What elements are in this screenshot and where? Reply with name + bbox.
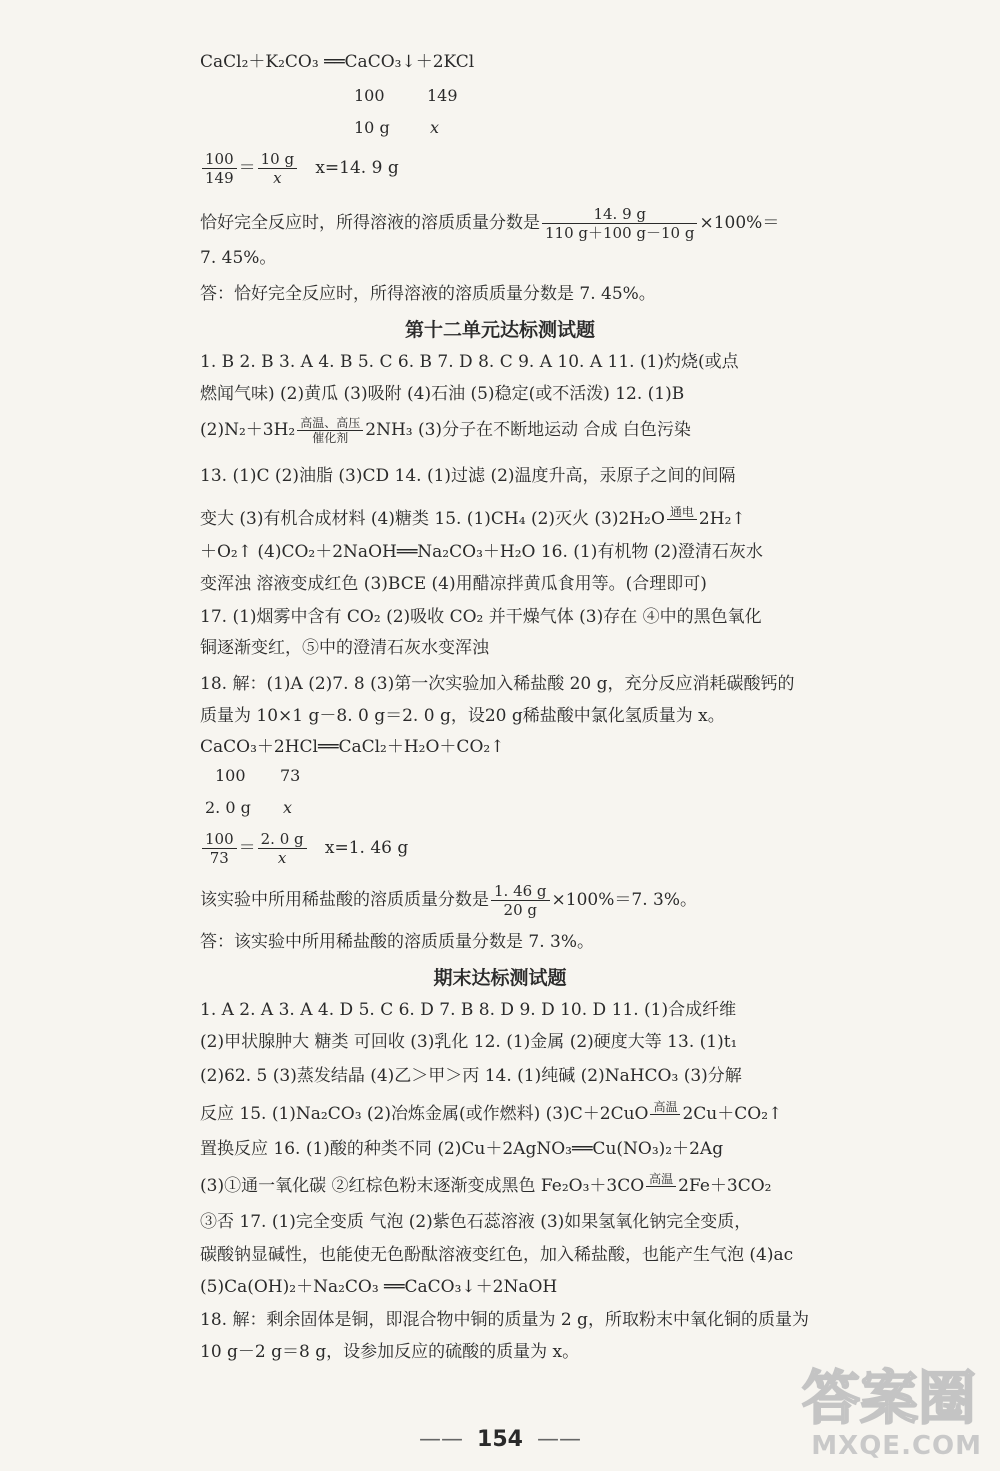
answer-line-1: 答：恰好完全反应时，所得溶液的溶质质量分数是 7. 45%。 [200,284,656,304]
u12-equation: CaCO₃＋2HCl══CaCl₂＋H₂O＋CO₂↑ [200,737,505,757]
watermark-logo [782,1351,982,1461]
final-line-7: ③否 17. (1)完全变质 气泡 (2)紫色石蕊溶液 (3)如果氢氧化钠完全变质， [200,1212,752,1232]
u12-line-10: 18. 解：(1)A (2)7. 8 (3)第一次实验加入稀盐酸 20 g，充分反应消耗碳酸钙的 [200,674,795,694]
fraction-100-149: $\frac{100}{149}$ [202,150,237,187]
reaction-condition-high-temp-2: 高温 [646,1172,676,1201]
u12-line-6: ＋O₂↑ (4)CO₂＋2NaOH══Na₂CO₃＋H₂O 16. (1)有机物 (2)澄清石灰水 [200,542,763,562]
u12-line-7: 变浑浊 溶液变成红色 (3)BCE (4)用醋凉拌黄瓜食用等。(合理即可) [200,574,707,594]
result-x: x=14. 9 g [315,158,399,178]
unknown-x: x [430,118,440,137]
u12-line-11: 质量为 10×1 g－8. 0 g＝2. 0 g，设20 g稀盐酸中氯化氢质量为 x。 [200,706,725,726]
fraction-mass: $\frac{14. 9 g}{110 g+100 g-10 g}$ [542,205,697,242]
actual-mass-caco3: 10 g [354,118,390,137]
final-line-10: 18. 解：剩余固体是铜，即混合物中铜的质量为 2 g，所取粉末中氧化铜的质量为 [200,1310,809,1330]
proportion-line-2: $\frac{100}{73}$ ＝ $\frac{2. 0 g}{x}$ x=1. 46 g [200,830,960,867]
equation-cacl2-k2co3: CaCl₂＋K₂CO₃ ══CaCO₃↓＋2KCl [200,52,475,72]
fraction-10g-x: $\frac{10 g}{x}$ [258,150,297,187]
u12-line-5: 变大 (3)有机合成材料 (4)糖类 15. (1)CH₄ (2)灭火 (3)2H₂O 通电 2H₂↑ [200,505,960,534]
final-line-2: (2)甲状腺肿大 糖类 可回收 (3)乳化 12. (1)金属 (2)硬度大等 13. (1)t₁ [200,1032,738,1052]
unknown-x-2: x [283,798,293,817]
watermark-glyphs: 答案圈 [801,1364,976,1432]
fraction-2g-x: $\frac{2. 0 g}{x}$ [258,830,307,867]
proportion-line-1: $\frac{100}{149}$ ＝ $\frac{10 g}{x}$ x=14. 9 g [200,150,960,187]
result-x-2: x=1. 46 g [324,838,409,858]
reaction-condition-high-temp-1: 高温 [650,1100,680,1129]
mass-fraction-line: 恰好完全反应时，所得溶液的溶质质量分数是 $\frac{14. 9 g}{110 g+100 g-10 g}$ ×100%＝ [200,205,780,242]
final-line-8: 碳酸钠显碱性，也能使无色酚酞溶液变红色，加入稀盐酸，也能产生气泡 (4)ac [200,1245,794,1265]
u12-line-4: 13. (1)C (2)油脂 (3)CD 14. (1)过滤 (2)温度升高，汞原子之间的间隔 [200,466,736,486]
final-line-11: 10 g－2 g＝8 g，设参加反应的硫酸的质量为 x。 [200,1342,580,1362]
final-line-5: 置换反应 16. (1)酸的种类不同 (2)Cu＋2AgNO₃══Cu(NO₃)₂＋2Ag [200,1139,724,1159]
final-line-6: (3)①通一氧化碳 ②红棕色粉末逐渐变成黑色 Fe₂O₃＋3CO 高温 2Fe＋3CO₂ [200,1172,960,1201]
section-heading-final: 期末达标测试题 [433,967,567,989]
reaction-condition: 高温、高压 催化剂 [297,416,363,445]
section-heading-unit-12: 第十二单元达标测试题 [404,319,595,341]
mass-ratio-hcl: 73 [280,766,301,785]
u12-line-8: 17. (1)烟雾中含有 CO₂ (2)吸收 CO₂ 并干燥气体 (3)存在 ④中的黑色氧化 [200,607,762,627]
u12-line-1: 1. B 2. B 3. A 4. B 5. C 6. B 7. D 8. C 9. A 10. A 11. (1)灼烧(或点 [200,352,739,372]
actual-mass-caco3-2: 2. 0 g [205,798,251,817]
fraction-100-73: $\frac{100}{73}$ [202,830,237,867]
u12-line-3: (2)N₂＋3H₂ 高温、高压 催化剂 2NH₃ (3)分子在不断地运动 合成 白色污染 [200,416,691,445]
mass-ratio-kcl: 149 [427,86,458,105]
watermark-text: MXQE.COM [811,1431,982,1461]
page-number: —— 154 —— [419,1427,581,1452]
answer-line-2: 答：该实验中所用稀盐酸的溶质质量分数是 7. 3%。 [200,932,594,952]
fraction-hcl: $\frac{1. 46 g}{20 g}$ [491,882,550,919]
mass-ratio-caco3-2: 100 [215,766,246,785]
reaction-condition-electrolysis: 通电 [667,505,697,534]
hcl-fraction-line: 该实验中所用稀盐酸的溶质质量分数是 $\frac{1. 46 g}{20 g}$ ×100%＝7. 3%。 [200,882,697,919]
mass-ratio-caco3: 100 [354,86,385,105]
final-line-9: (5)Ca(OH)₂＋Na₂CO₃ ══CaCO₃↓＋2NaOH [200,1277,558,1297]
mass-fraction-result: 7. 45%。 [200,248,277,268]
u12-line-2: 燃闻气味) (2)黄瓜 (3)吸附 (4)石油 (5)稳定(或不活泼) 12. (1)B [200,384,685,404]
final-line-1: 1. A 2. A 3. A 4. D 5. C 6. D 7. B 8. D 9. D 10. D 11. (1)合成纤维 [200,1000,737,1020]
final-line-3: (2)62. 5 (3)蒸发结晶 (4)乙＞甲＞丙 14. (1)纯碱 (2)NaHCO₃ (3)分解 [200,1066,742,1086]
u12-line-9: 铜逐渐变红，⑤中的澄清石灰水变浑浊 [200,638,489,658]
final-line-4: 反应 15. (1)Na₂CO₃ (2)冶炼金属(或作燃料) (3)C＋2CuO 高温 2Cu＋CO₂↑ [200,1100,960,1129]
